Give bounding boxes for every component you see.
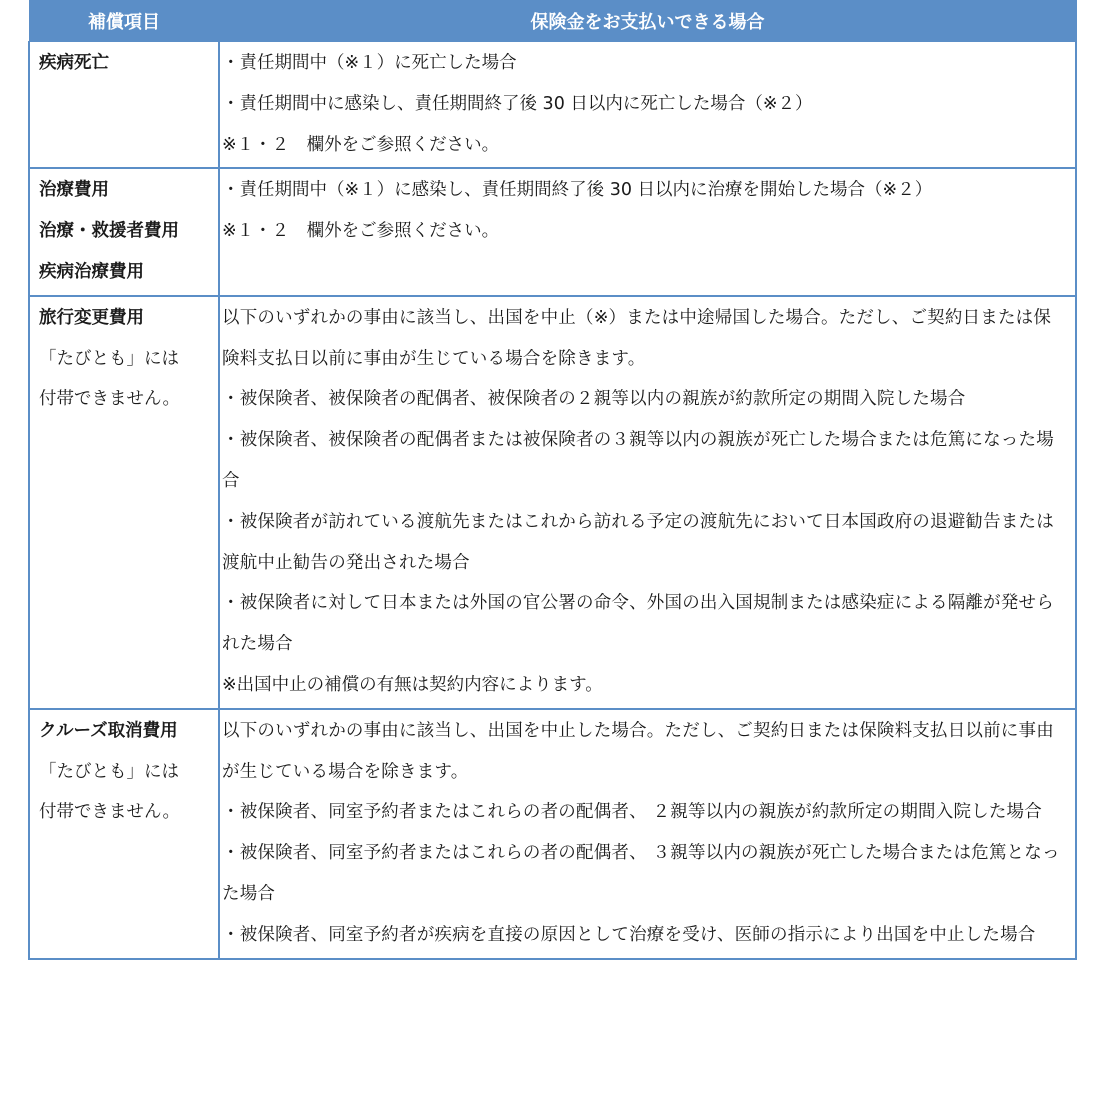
coverage-item-name: 疾病死亡 [39, 53, 109, 73]
condition-line: ※出国中止の補償の有無は契約内容によります。 [222, 674, 603, 695]
coverage-item-note: 付帯できません。 [39, 802, 181, 823]
condition-line: ※１・２ 欄外をご参照ください。 [222, 134, 500, 155]
condition-paragraph: 以下のいずれかの事由に該当し、出国を中止した場合。ただし、ご契約日または保険料支払日以前に事由が生じている場合を除きます。 [222, 720, 1054, 782]
condition-line: ※１・２ 欄外をご参照ください。 [222, 221, 500, 242]
coverage-item-name: 治療・救援者費用 [39, 221, 179, 242]
condition-line: ・責任期間中（※１）に死亡した場合 [222, 53, 517, 73]
condition-paragraph: ・被保険者、同室予約者が疾病を直接の原因として治療を受け、医師の指示により出国を中止した場合 [222, 924, 1036, 945]
coverage-item-cell [29, 296, 219, 709]
table-row-disease-death [29, 42, 1076, 169]
coverage-item-name: 治療費用 [39, 180, 109, 201]
header-payment-conditions: 保険金をお支払いできる場合 [219, 1, 1076, 42]
coverage-item-cell [29, 168, 219, 295]
condition-paragraph: ・被保険者が訪れている渡航先またはこれから訪れる予定の渡航先において日本国政府の退避勧告または渡航中止勧告の発出された場合 [222, 511, 1054, 573]
conditions-cell [219, 168, 1076, 295]
coverage-item-cell [29, 42, 219, 169]
coverage-item-name: クルーズ取消費用 [39, 720, 178, 741]
table-row-travel-change [29, 296, 1076, 709]
conditions-cell [219, 42, 1076, 169]
condition-paragraph: ・被保険者、同室予約者またはこれらの者の配偶者、 ２親等以内の親族が約款所定の期間入院した場合 [222, 802, 1042, 823]
table-row-medical-expenses [29, 168, 1076, 295]
condition-paragraph: 以下のいずれかの事由に該当し、出国を中止（※）または中途帰国した場合。ただし、ご契約日または保険料支払日以前に事由が生じている場合を除きます。 [222, 307, 1052, 369]
coverage-item-cell [29, 709, 219, 959]
coverage-item-name: 疾病治療費用 [39, 261, 144, 282]
header-coverage-item: 補償項目 [29, 1, 219, 42]
conditions-cell [219, 709, 1076, 959]
condition-paragraph: ・被保険者、同室予約者またはこれらの者の配偶者、 ３親等以内の親族が死亡した場合または危篤となった場合 [222, 843, 1060, 904]
header-row [29, 1, 1076, 42]
condition-line: ・責任期間中（※１）に感染し、責任期間終了後 30 日以内に治療を開始した場合（※２） [222, 180, 933, 201]
coverage-table [28, 0, 1077, 960]
condition-paragraph: ・被保険者に対して日本または外国の官公署の命令、外国の出入国規制または感染症による隔離が発せられた場合 [222, 593, 1054, 655]
conditions-cell [219, 296, 1076, 709]
table-row-cruise-cancellation [29, 709, 1076, 959]
condition-paragraph: ・被保険者、被保険者の配偶者、被保険者の２親等以内の親族が約款所定の期間入院した場合 [222, 389, 966, 410]
coverage-item-name: 旅行変更費用 [39, 307, 144, 328]
condition-line: ・責任期間中に感染し、責任期間終了後 30 日以内に死亡した場合（※２） [222, 93, 813, 114]
coverage-item-note: 「たびとも」には [39, 348, 179, 369]
coverage-item-note: 付帯できません。 [39, 389, 181, 410]
condition-paragraph: ・被保険者、被保険者の配偶者または被保険者の３親等以内の親族が死亡した場合または危篤になった場合 [222, 430, 1054, 491]
coverage-item-note: 「たびとも」には [39, 761, 179, 782]
